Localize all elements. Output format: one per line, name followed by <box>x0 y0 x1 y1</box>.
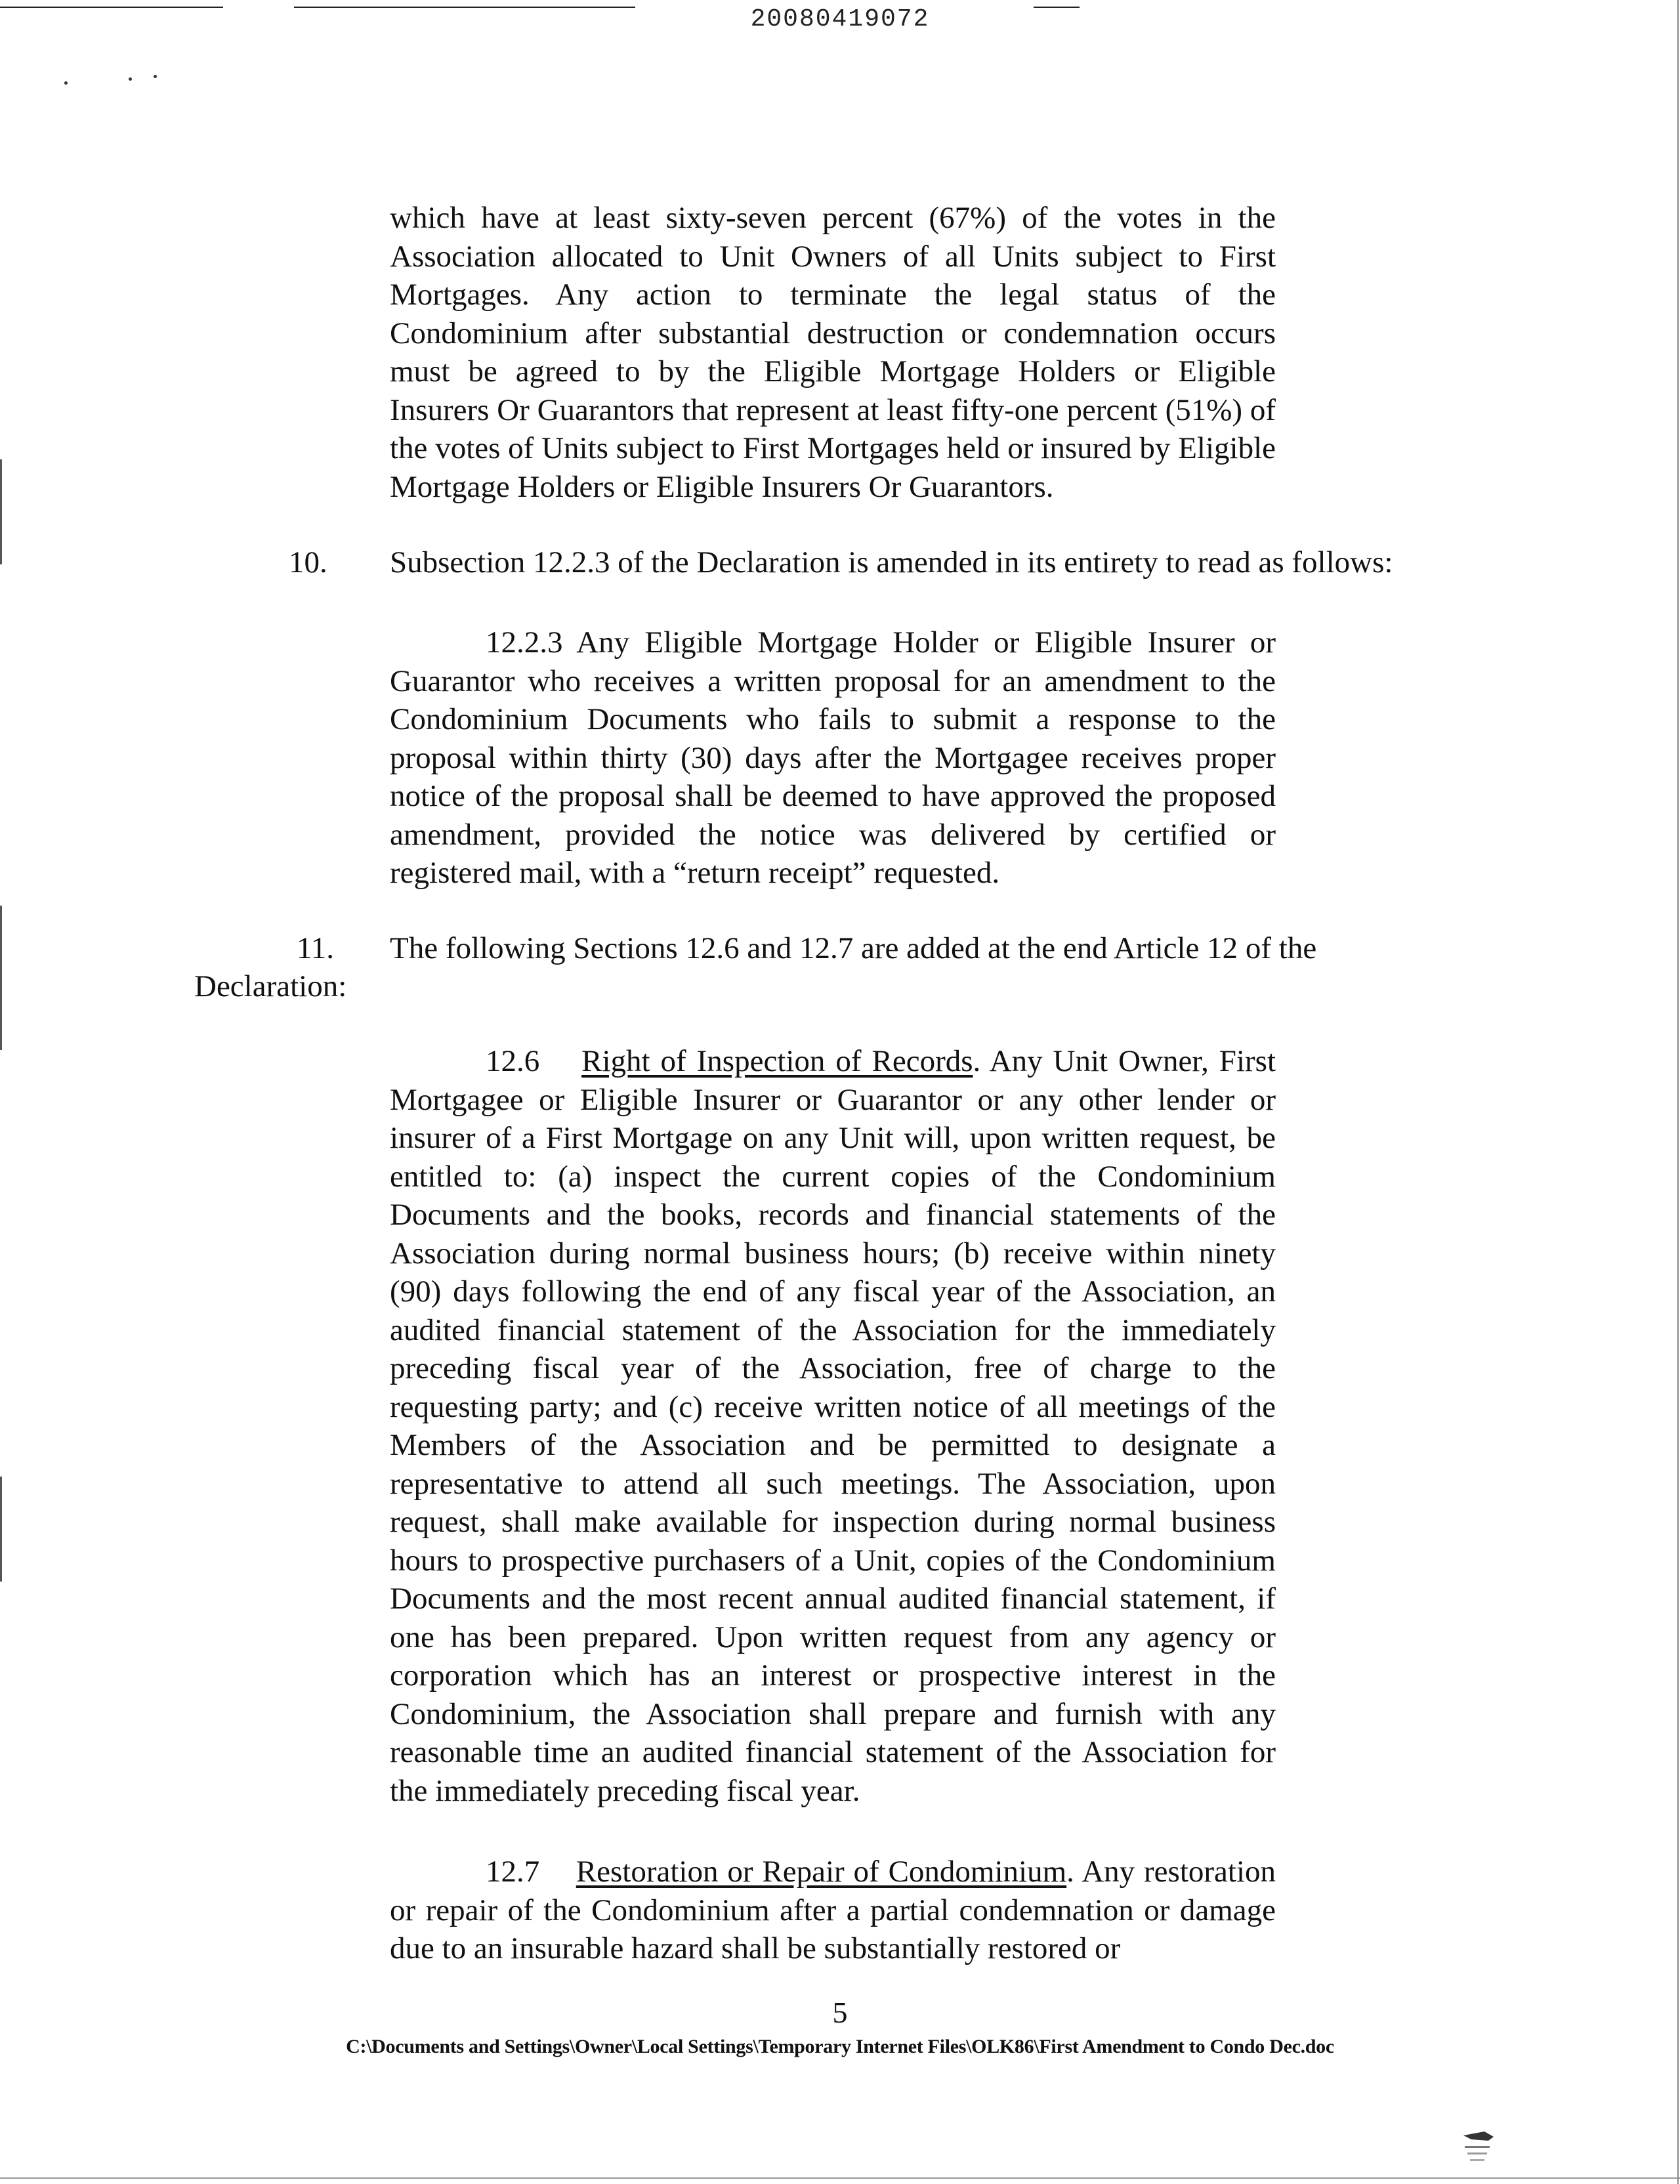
right-margin-line <box>1677 0 1679 2184</box>
section-12-7-heading: Restoration or Repair of Condominium <box>576 1855 1067 1889</box>
page-number: 5 <box>832 1996 848 2029</box>
footer-file-path: C:\Documents and Settings\Owner\Local Settings\Temporary Internet Files\OLK86\First Amendment to Condo Dec.doc <box>346 2036 1334 2057</box>
item-11-continuation: Declaration: <box>194 969 347 1003</box>
item-11-text: The following Sections 12.6 and 12.7 are added at the end Article 12 of the <box>390 931 1317 965</box>
section-12-7-text: . Any restoration or repair of the Condominium after a partial condemnation or damage due to an insurable hazard shall be substantially restored or <box>390 1855 1276 1965</box>
continuation-paragraph: which have at least sixty-seven percent (67%) of the votes in the Association allocated to Unit Owners of all Units subject to First Mortgages. Any action to terminate the legal status of the Condominium after substantial destruction or condemnation occurs must be agreed to by the Eligible Mortgage Holders or Eligible Insurers Or Guarantors that represent at least fifty-one percent (51%) of the votes of Units subject to First Mortgages held or insured by Eligible Mortgage Holders or Eligible Insurers Or Guarantors. <box>390 201 1276 504</box>
left-margin-line <box>0 906 2 1050</box>
section-12-6-number: 12.6 <box>486 1044 540 1078</box>
item-10-text: Subsection 12.2.3 of the Declaration is amended in its entirety to read as follows: <box>390 545 1393 579</box>
section-12-6-text: . Any Unit Owner, First Mortgagee or Eligible Insurer or Guarantor or any other lender or insurer of a First Mortgage on any Unit will, upon written request, be entitled to: (a) inspect the current copies of the Condominium Documents and the books, records and financial statements of the Association during normal business hours; (b) receive within ninety (90) days following the end of any fiscal year of the Association, an audited financial statement of the Association for the immediately preceding fiscal year of the Association, free of charge to the requesting party; and (c) receive written notice of all meetings of the Members of the Association and be permitted to designate a representative to attend all such meetings. The Association, upon request, shall make available for inspection during normal business hours to prospective purchasers of a Unit, copies of the Condominium Documents and the most recent annual audited financial statement, if one has been prepared. Upon written request from any agency or corporation which has an interest or prospective interest in the Condominium, the Association shall prepare and furnish with any reasonable time an audited financial statement of the Association for the immediately preceding fiscal year. <box>390 1044 1276 1808</box>
scan-speck <box>129 77 132 81</box>
left-margin-line <box>0 1477 2 1582</box>
document-number: 20080419072 <box>750 5 930 33</box>
item-11-number: 11. <box>297 931 335 965</box>
left-margin-line <box>0 459 2 564</box>
scan-stamp-mark <box>1457 2126 1503 2166</box>
section-12-7-number: 12.7 <box>486 1855 540 1889</box>
section-12-6 <box>390 1042 1276 1810</box>
section-12-2-3: 12.2.3 Any Eligible Mortgage Holder or Eligible Insurer or Guarantor who receives a written proposal for an amendment to the Condominium Documents who fails to submit a response to the proposal within thirty (30) days after the Mortgagee receives proper notice of the proposal shall be deemed to have approved the proposed amendment, provided the notice was delivered by certified or registered mail, with a “return receipt” requested. <box>390 625 1276 890</box>
bottom-rule <box>0 2177 1680 2179</box>
section-12-6-heading: Right of Inspection of Records <box>581 1044 973 1078</box>
scan-speck <box>154 75 157 78</box>
item-10-number: 10. <box>289 545 327 579</box>
section-12-7 <box>390 1853 1276 1968</box>
scan-speck <box>64 81 68 85</box>
